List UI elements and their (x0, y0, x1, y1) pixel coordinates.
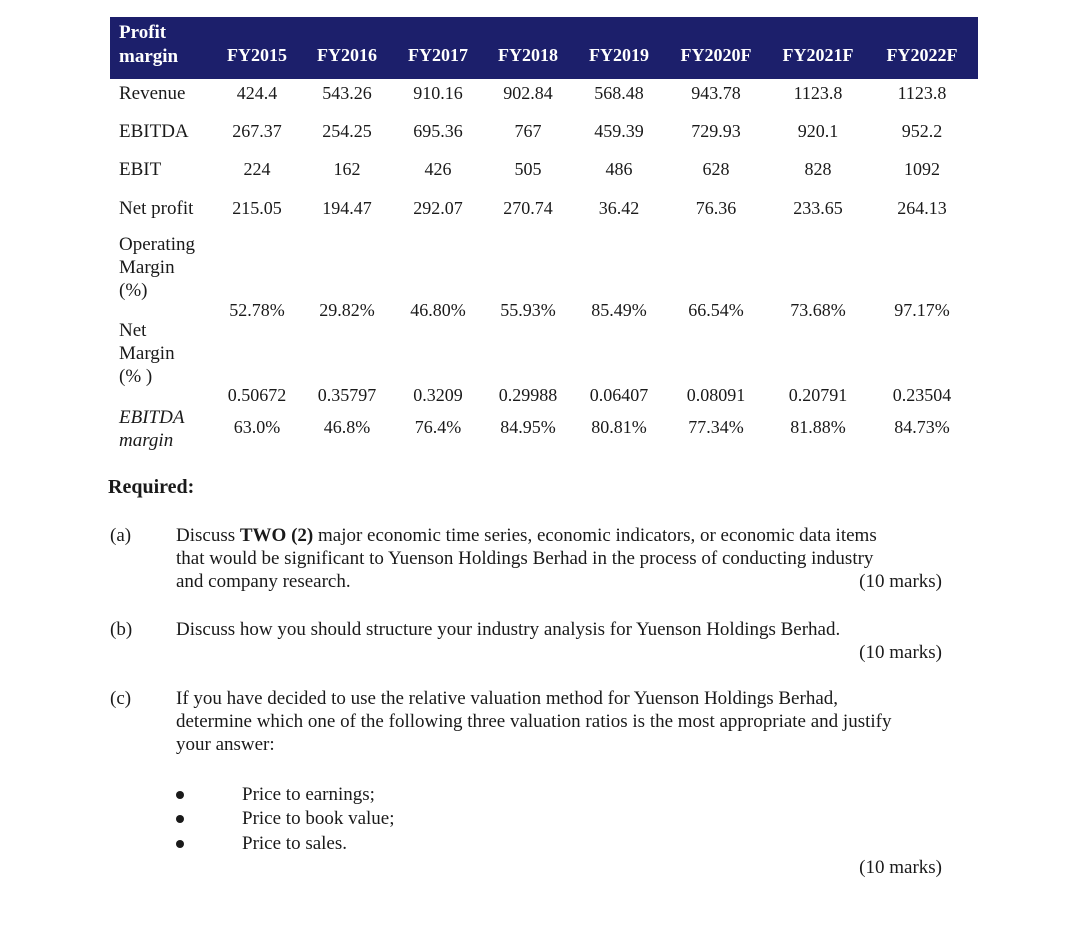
table-cell: 1092 (904, 159, 940, 179)
table-cell: 81.88% (790, 417, 846, 437)
row-label: EBITDA (119, 121, 189, 142)
table-header (110, 17, 978, 79)
question-number: (c) (110, 688, 132, 709)
question-text (176, 524, 942, 593)
table-cell: 459.39 (594, 121, 644, 141)
column-header: FY2021F (782, 45, 854, 65)
table-cell: 910.16 (413, 83, 463, 103)
header-label-line: margin (119, 46, 179, 67)
table-cell: 543.26 (322, 83, 372, 103)
question-line: Discuss TWO (2) major economic time series, economic indicators, or economic data items (176, 525, 877, 546)
column-header: FY2022F (886, 45, 958, 65)
table-cell: 920.1 (797, 121, 839, 141)
question-line: and company research. (176, 571, 351, 592)
table-cell: 0.50672 (227, 385, 287, 405)
question-line: that would be significant to Yuenson Holdings Berhad in the process of conducting industry (176, 548, 874, 569)
bullet-icon (176, 791, 184, 799)
table-cell: 76.4% (414, 417, 462, 437)
table-cell: 767 (514, 121, 542, 141)
table-cell: 162 (333, 159, 361, 179)
table-cell: 73.68% (790, 300, 846, 320)
table-cell: 80.81% (591, 417, 647, 437)
table-cell: 29.82% (319, 300, 375, 320)
table-cell: 55.93% (500, 300, 556, 320)
row-label-line: Net (119, 320, 147, 341)
marks-label: (10 marks) (859, 857, 942, 878)
column-header: FY2018 (498, 45, 558, 65)
table-cell: 194.47 (322, 198, 372, 218)
row-label: Net profit (119, 198, 194, 219)
table-cell: 729.93 (691, 121, 741, 141)
table-cell: 0.35797 (317, 385, 377, 405)
table-cell: 215.05 (232, 198, 282, 218)
column-header: FY2019 (589, 45, 649, 65)
table-cell: 66.54% (688, 300, 744, 320)
table-cell: 63.0% (233, 417, 281, 437)
table-cell: 943.78 (691, 83, 741, 103)
bullet-icon (176, 815, 184, 823)
row-label (119, 319, 175, 388)
table-row (110, 118, 978, 156)
table-cell: 36.42 (598, 198, 640, 218)
row-label-line: (%) (119, 280, 148, 301)
table-cell: 224 (243, 159, 271, 179)
column-header: FY2020F (680, 45, 752, 65)
row-label-line: EBITDA (119, 407, 185, 428)
table-row (110, 236, 978, 324)
table-cell: 292.07 (413, 198, 463, 218)
table-cell: 568.48 (594, 83, 644, 103)
table-row (110, 320, 978, 414)
table-cell: 0.08091 (686, 385, 746, 405)
table-cell: 254.25 (322, 121, 372, 141)
question-number: (a) (110, 525, 132, 546)
table-cell: 97.17% (894, 300, 950, 320)
column-header: FY2015 (227, 45, 287, 65)
table-row (110, 80, 978, 118)
table-row (110, 194, 978, 236)
table-cell: 902.84 (503, 83, 553, 103)
table-cell: 0.29988 (498, 385, 558, 405)
question-text (176, 687, 942, 756)
table-cell: 77.34% (688, 417, 744, 437)
row-label-line: Operating (119, 234, 195, 255)
bullet-icon (176, 840, 184, 848)
row-label-line: (% ) (119, 366, 153, 387)
table-cell: 52.78% (229, 300, 285, 320)
option-item: Price to book value; (242, 808, 395, 829)
table-cell: 505 (514, 159, 542, 179)
question-line: determine which one of the following three valuation ratios is the most appropriate and justify (176, 711, 892, 732)
question-number: (b) (110, 619, 133, 640)
table-cell: 628 (702, 159, 730, 179)
table-cell: 0.20791 (788, 385, 848, 405)
table-cell: 952.2 (901, 121, 943, 141)
table-row (110, 406, 978, 466)
table-cell: 1123.8 (793, 83, 843, 103)
table-cell: 0.06407 (589, 385, 649, 405)
column-header: FY2017 (408, 45, 468, 65)
table-row (110, 156, 978, 194)
table-cell: 828 (804, 159, 832, 179)
table-cell: 46.8% (323, 417, 371, 437)
table-cell: 424.4 (236, 83, 278, 103)
row-label: Revenue (119, 83, 186, 104)
question-line: your answer: (176, 734, 275, 755)
table-cell: 426 (424, 159, 452, 179)
table-cell: 76.36 (695, 198, 737, 218)
table-cell: 1123.8 (897, 83, 947, 103)
row-label-line: Margin (119, 257, 175, 278)
table-cell: 0.3209 (413, 385, 463, 405)
question-line: If you have decided to use the relative valuation method for Yuenson Holdings Berhad, (176, 688, 839, 709)
marks-label: (10 marks) (859, 642, 942, 663)
row-label: EBIT (119, 159, 162, 180)
marks-label: (10 marks) (859, 571, 942, 592)
row-label-line: Margin (119, 343, 175, 364)
table-cell: 267.37 (232, 121, 282, 141)
table-cell: 84.95% (500, 417, 556, 437)
question-text (176, 618, 942, 641)
table-cell: 0.23504 (892, 385, 952, 405)
option-item: Price to earnings; (242, 784, 375, 805)
table-cell: 270.74 (503, 198, 553, 218)
table-cell: 233.65 (793, 198, 843, 218)
option-item: Price to sales. (242, 833, 348, 854)
header-label-line: Profit (119, 22, 167, 43)
row-label (119, 233, 195, 302)
row-label-line: margin (119, 430, 174, 451)
table-cell: 264.13 (897, 198, 947, 218)
table-cell: 84.73% (894, 417, 950, 437)
header-label (119, 21, 209, 69)
table-cell: 486 (605, 159, 633, 179)
column-header: FY2016 (317, 45, 377, 65)
table-cell: 85.49% (591, 300, 647, 320)
table-cell: 695.36 (413, 121, 463, 141)
table-cell: 46.80% (410, 300, 466, 320)
question-line: Discuss how you should structure your industry analysis for Yuenson Holdings Berhad. (176, 619, 841, 640)
row-label (119, 406, 184, 452)
required-heading: Required: (108, 476, 195, 498)
